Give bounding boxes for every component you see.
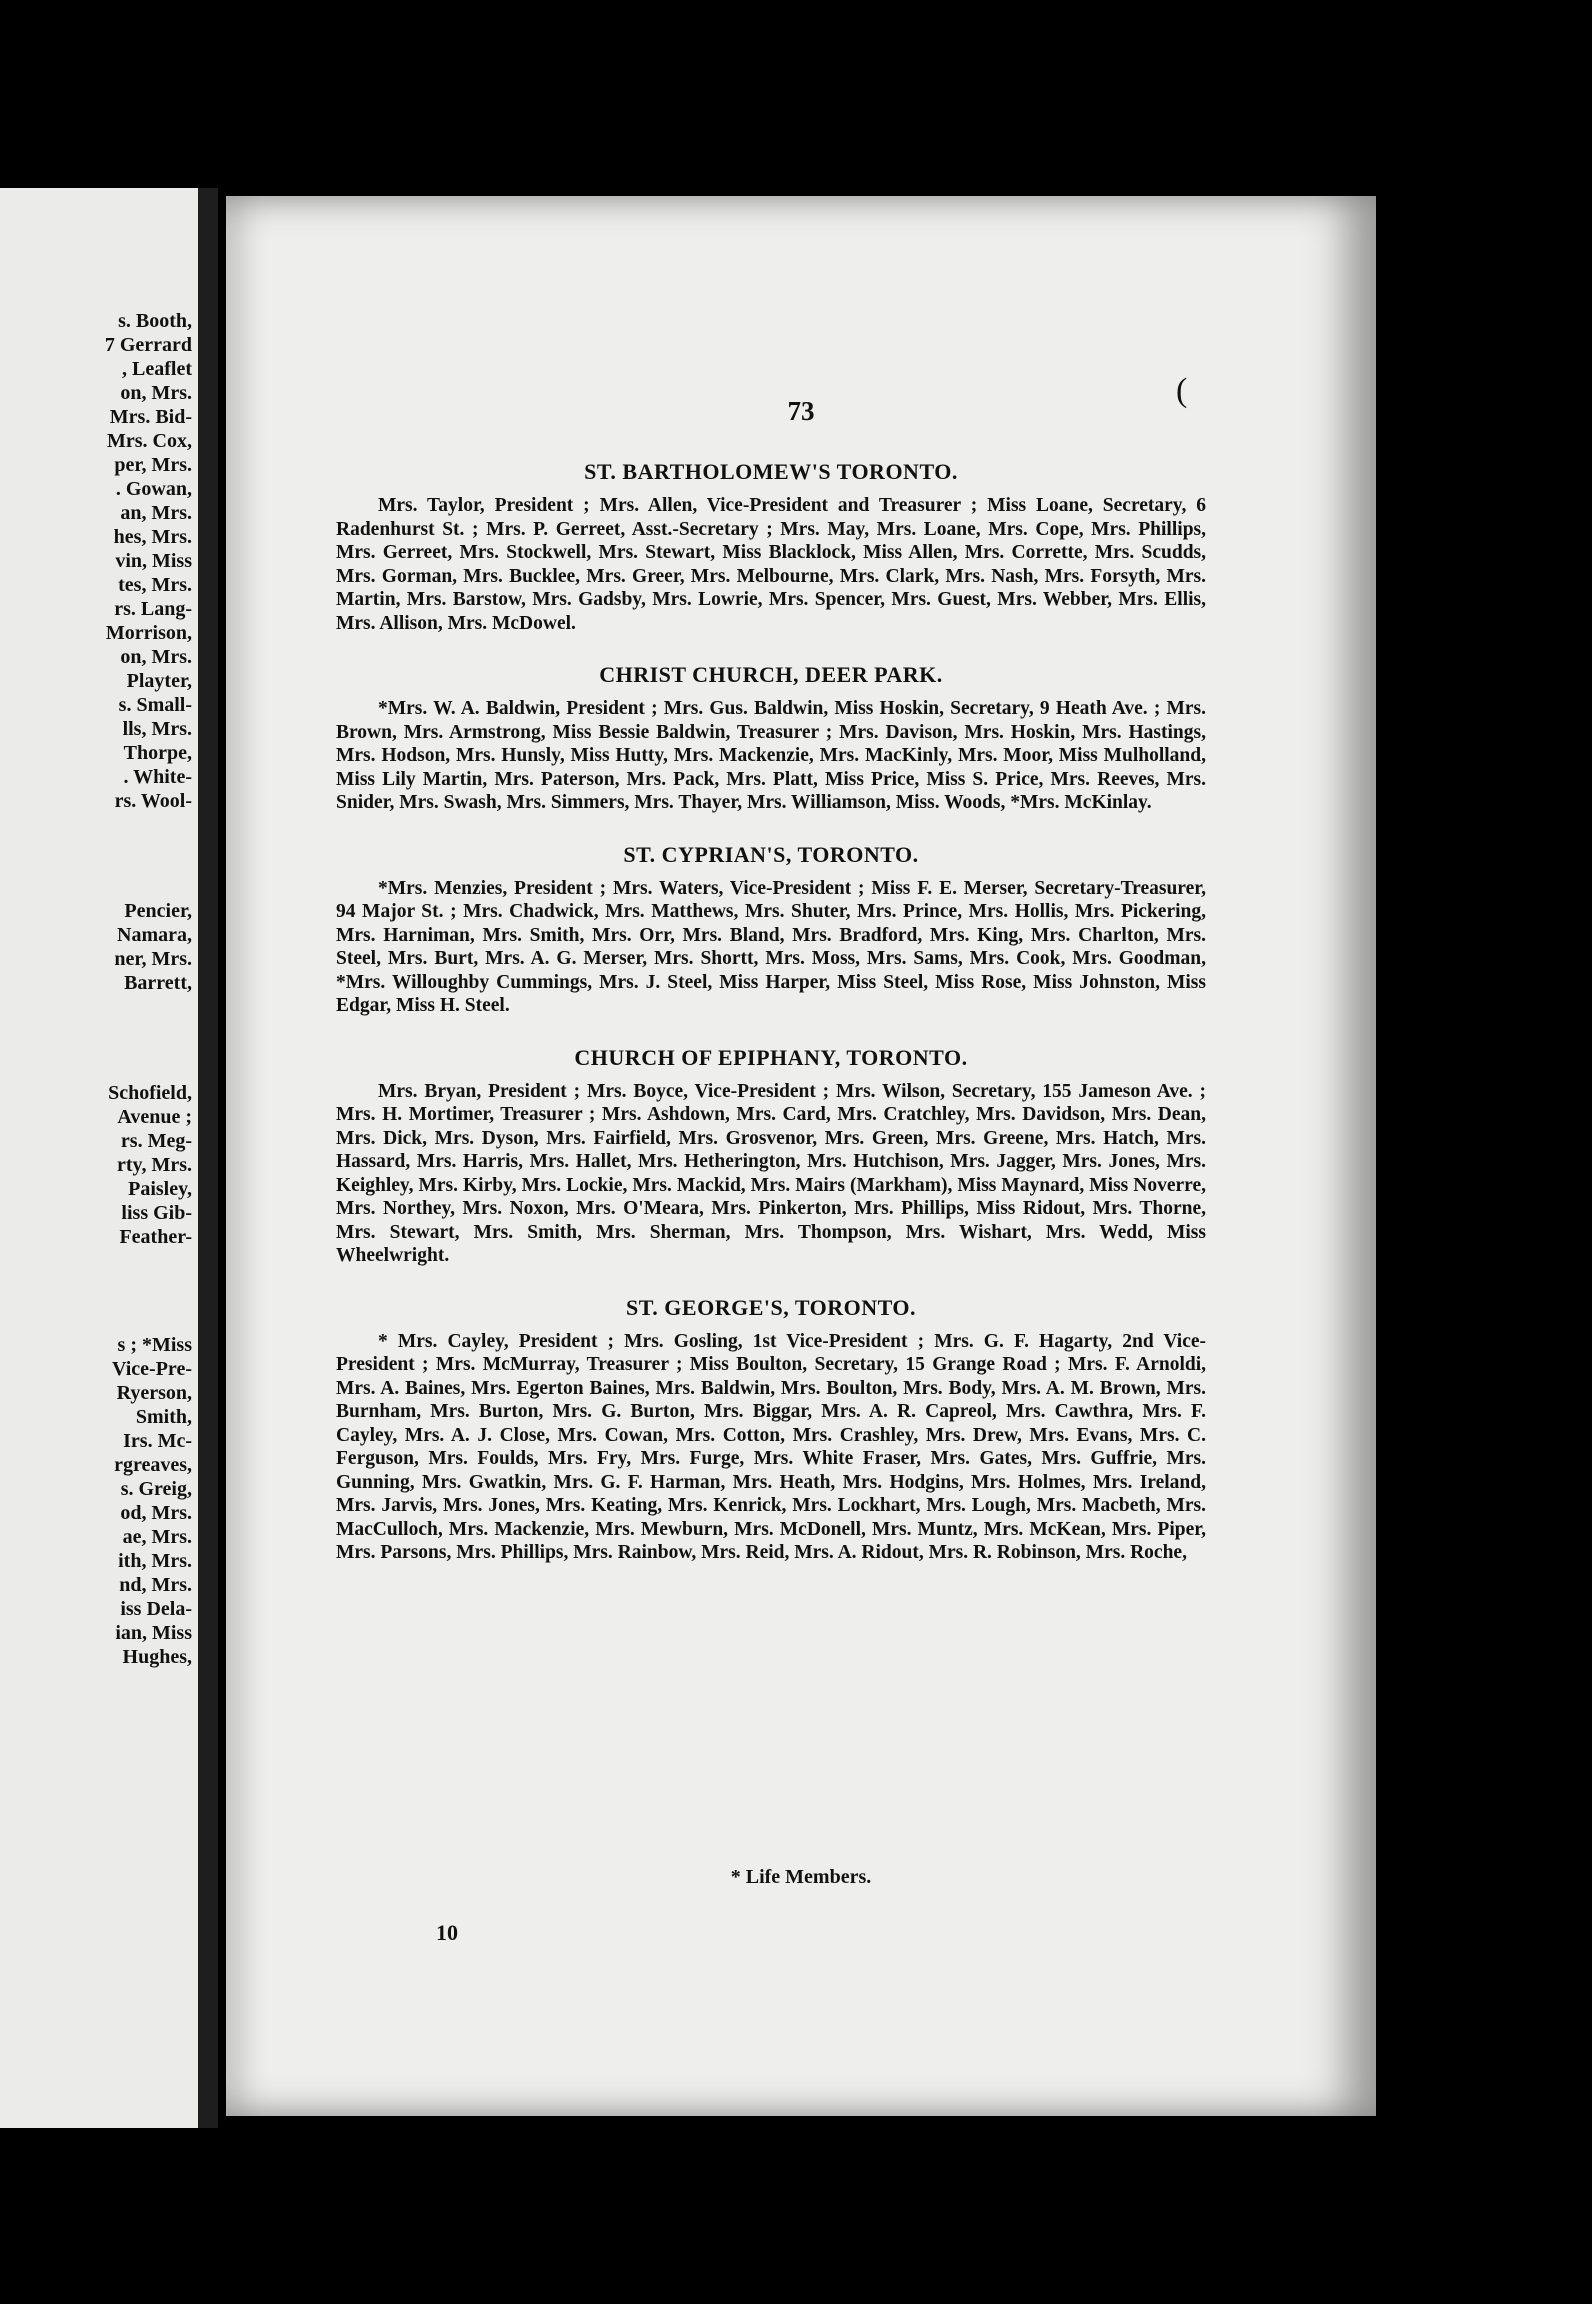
page-number: 73 [787,396,815,426]
left-page-line: Irs. Mc- [123,1430,192,1452]
section-church-of-epiphany [336,1042,1206,1268]
left-page-line: od, Mrs. [120,1502,192,1524]
page-content [336,456,1206,1589]
left-page-line: Namara, [117,924,192,946]
section-heading: CHRIST CHURCH, DEER PARK. [599,662,943,687]
left-page-line: nd, Mrs. [119,1574,192,1596]
left-page-line: rs. Meg- [120,1130,192,1152]
section-st-georges [336,1292,1206,1565]
section-st-bartholomews [336,456,1206,635]
left-page-line: iss Dela- [120,1598,192,1620]
left-page-line: Paisley, [128,1178,192,1200]
left-page-line: rs. Lang- [114,598,192,620]
left-page-line: Mrs. Bid- [109,406,192,428]
left-page-line: Morrison, [105,622,192,644]
section-heading: ST. GEORGE'S, TORONTO. [626,1294,916,1320]
left-page-line: ian, Miss [115,1622,192,1644]
left-page-line: tes, Mrs. [118,574,192,596]
left-page-line: s ; *Miss [117,1334,192,1356]
left-page-line: Hughes, [122,1646,192,1668]
left-page-line: Schofield, [108,1082,192,1104]
left-page-line: s. Greig, [120,1478,192,1500]
left-page-line: hes, Mrs. [113,526,192,548]
left-page-line: Smith, [135,1406,192,1428]
left-page-line: per, Mrs. [114,454,192,476]
section-text: Mrs. Taylor, President ; Mrs. Allen, Vice-President and Treasurer ; Miss Loane, Secretary, 6 Radenhurst St. ; Mrs. P. Gerreet, Asst.-Secretary ; Mrs. May, Mrs. Loane, Mrs. Cope, Mrs. Phillips, Mrs. Gerreet, Mrs. Stockwell, Mrs. Stewart, Miss Blacklock, Miss Allen, Mrs. Corrette, Mrs. Scudds, Mrs. Gorman, Mrs. Bucklee, Mrs. Greer, Mrs. Melbourne, Mrs. Clark, Mrs. Nash, Mrs. Forsyth, Mrs. Martin, Mrs. Barstow, Mrs. Gadsby, Mrs. Lowrie, Mrs. Spencer, Mrs. Guest, Mrs. Webber, Mrs. Ellis, Mrs. Allison, Mrs. McDowel. [336,495,1206,634]
book-gutter [198,188,218,2128]
left-page-line: 7 Gerrard [104,334,192,356]
left-page-line: s. Booth, [118,310,192,332]
left-page-line: Thorpe, [123,742,192,764]
left-page-line: , Leaflet [122,358,192,380]
right-page [226,196,1376,2116]
left-page-line: . White- [123,766,192,788]
section-heading: ST. CYPRIAN'S, TORONTO. [623,841,919,867]
left-page-line: ith, Mrs. [118,1550,192,1572]
left-page-line: Barrett, [124,972,192,994]
section-text: *Mrs. W. A. Baldwin, President ; Mrs. Gus. Baldwin, Miss Hoskin, Secretary, 9 Heath Ave. ; Mrs. Brown, Mrs. Armstrong, Miss Bessie Baldwin, Treasurer ; Mrs. Davison, Mrs. Hoskin, Mrs. Hastings, Mrs. Hodson, Mrs. Hunsly, Miss Hutty, Mrs. Mackenzie, Mrs. MacKinly, Mrs. Moor, Miss Mulholland, Miss Lily Martin, Mrs. Paterson, Mrs. Pack, Mrs. Platt, Miss Price, Miss S. Price, Mrs. Reeves, Mrs. Snider, Mrs. Swash, Mrs. Simmers, Mrs. Thayer, Mrs. Williamson, Miss. Woods, *Mrs. McKinlay. [336,698,1206,813]
left-page-fragment [0,188,198,2128]
section-text: Mrs. Bryan, President ; Mrs. Boyce, Vice-President ; Mrs. Wilson, Secretary, 155 Jameson Ave. ; Mrs. H. Mortimer, Treasurer ; Mrs. Ashdown, Mrs. Card, Mrs. Cratchley, Mrs. Davidson, Mrs. Dean, Mrs. Dick, Mrs. Dyson, Mrs. Fairfield, Mrs. Grosvenor, Mrs. Green, Mrs. Greene, Mrs. Hatch, Mrs. Hassard, Mrs. Harris, Mrs. Hallet, Mrs. Hetherington, Mrs. Hutchison, Mrs. Jagger, Mrs. Jones, Mrs. Keighley, Mrs. Kirby, Mrs. Lockie, Mrs. Mackid, Mrs. Mairs (Markham), Miss Maynard, Miss Noverre, Mrs. Northey, Mrs. Noxon, Mrs. O'Meara, Mrs. Pinkerton, Mrs. Phillips, Miss Ridout, Mrs. Thorne, Mrs. Stewart, Mrs. Smith, Mrs. Sherman, Mrs. Thompson, Mrs. Wishart, Mrs. Wedd, Miss Wheelwright. [336,1080,1206,1266]
left-page-line: Mrs. Cox, [107,430,192,452]
section-text: *Mrs. Menzies, President ; Mrs. Waters, Vice-President ; Miss F. E. Merser, Secretary-Treasurer, 94 Major St. ; Mrs. Chadwick, Mrs. Matthews, Mrs. Shuter, Mrs. Prince, Mrs. Hollis, Mrs. Pickering, Mrs. Harniman, Mrs. Smith, Mrs. Orr, Mrs. Bland, Mrs. Bradford, Mrs. King, Mrs. Charlton, Mrs. Steel, Mrs. Burt, Mrs. A. G. Merser, Mrs. Shortt, Mrs. Moss, Mrs. Sams, Mrs. Cook, Mrs. Goodman, *Mrs. Willoughby Cummings, Mrs. J. Steel, Miss Harper, Miss Steel, Miss Rose, Miss Johnston, Miss Edgar, Miss H. Steel. [336,877,1206,1016]
left-page-line: an, Mrs. [120,502,192,524]
section-christ-church-deer-park [336,659,1206,815]
left-page-line: Ryerson, [116,1382,192,1404]
left-page-line: ae, Mrs. [122,1526,192,1548]
left-page-line: rgreaves, [114,1454,192,1476]
left-page-line: s. Small- [118,694,192,716]
left-page-line: Vice-Pre- [112,1358,192,1380]
section-heading: ST. BARTHOLOMEW'S TORONTO. [584,459,958,484]
left-page-line: on, Mrs. [120,646,192,668]
left-page-line: Pencier, [124,900,192,922]
left-page-line: rty, Mrs. [117,1154,192,1176]
left-page-line: lls, Mrs. [122,718,192,740]
margin-mark: ( [1176,372,1188,409]
left-page-line: Playter, [126,670,192,692]
section-st-cyprians [336,839,1206,1018]
left-page-line: . Gowan, [115,478,192,500]
left-page-line: vin, Miss [115,550,192,572]
signature-mark: 10 [436,1920,458,1945]
left-page-line: Avenue ; [117,1106,192,1128]
left-page-line: rs. Wool- [114,790,192,812]
footnote-life-members: * Life Members. [730,1866,872,1888]
left-page-line: on, Mrs. [120,382,192,404]
left-page-line: Feather- [119,1226,192,1248]
section-text: * Mrs. Cayley, President ; Mrs. Gosling, 1st Vice-President ; Mrs. G. F. Hagarty, 2nd Vice-President ; Mrs. McMurray, Treasurer ; Miss Boulton, Secretary, 15 Grange Road ; Mrs. F. Arnoldi, Mrs. A. Baines, Mrs. Egerton Baines, Mrs. Baldwin, Mrs. Boulton, Mrs. Body, Mrs. A. M. Brown, Mrs. Burnham, Mrs. Burton, Mrs. G. Burton, Mrs. Biggar, Mrs. A. R. Capreol, Mrs. Cawthra, Mrs. F. Cayley, Mrs. A. J. Close, Mrs. Cowan, Mrs. Cotton, Mrs. Crashley, Mrs. Drew, Mrs. Evans, Mrs. C. Ferguson, Mrs. Foulds, Mrs. Fry, Mrs. Furge, Mrs. White Fraser, Mrs. Gates, Mrs. Guffrie, Mrs. Gunning, Mrs. Gwatkin, Mrs. G. F. Harman, Mrs. Heath, Mrs. Hodgins, Mrs. Holmes, Mrs. Ireland, Mrs. Jarvis, Mrs. Jones, Mrs. Keating, Mrs. Kenrick, Mrs. Lockhart, Mrs. Lough, Mrs. Macbeth, Mrs. MacCulloch, Mrs. Mackenzie, Mrs. Mewburn, Mrs. McDonell, Mrs. Muntz, Mrs. McKean, Mrs. Piper, Mrs. Parsons, Mrs. Phillips, Mrs. Rainbow, Mrs. Reid, Mrs. A. Ridout, Mrs. R. Robinson, Mrs. Roche, [336,1330,1206,1563]
section-heading: CHURCH OF EPIPHANY, TORONTO. [574,1044,968,1070]
left-page-line: liss Gib- [121,1202,192,1224]
left-page-line: ner, Mrs. [114,948,192,970]
